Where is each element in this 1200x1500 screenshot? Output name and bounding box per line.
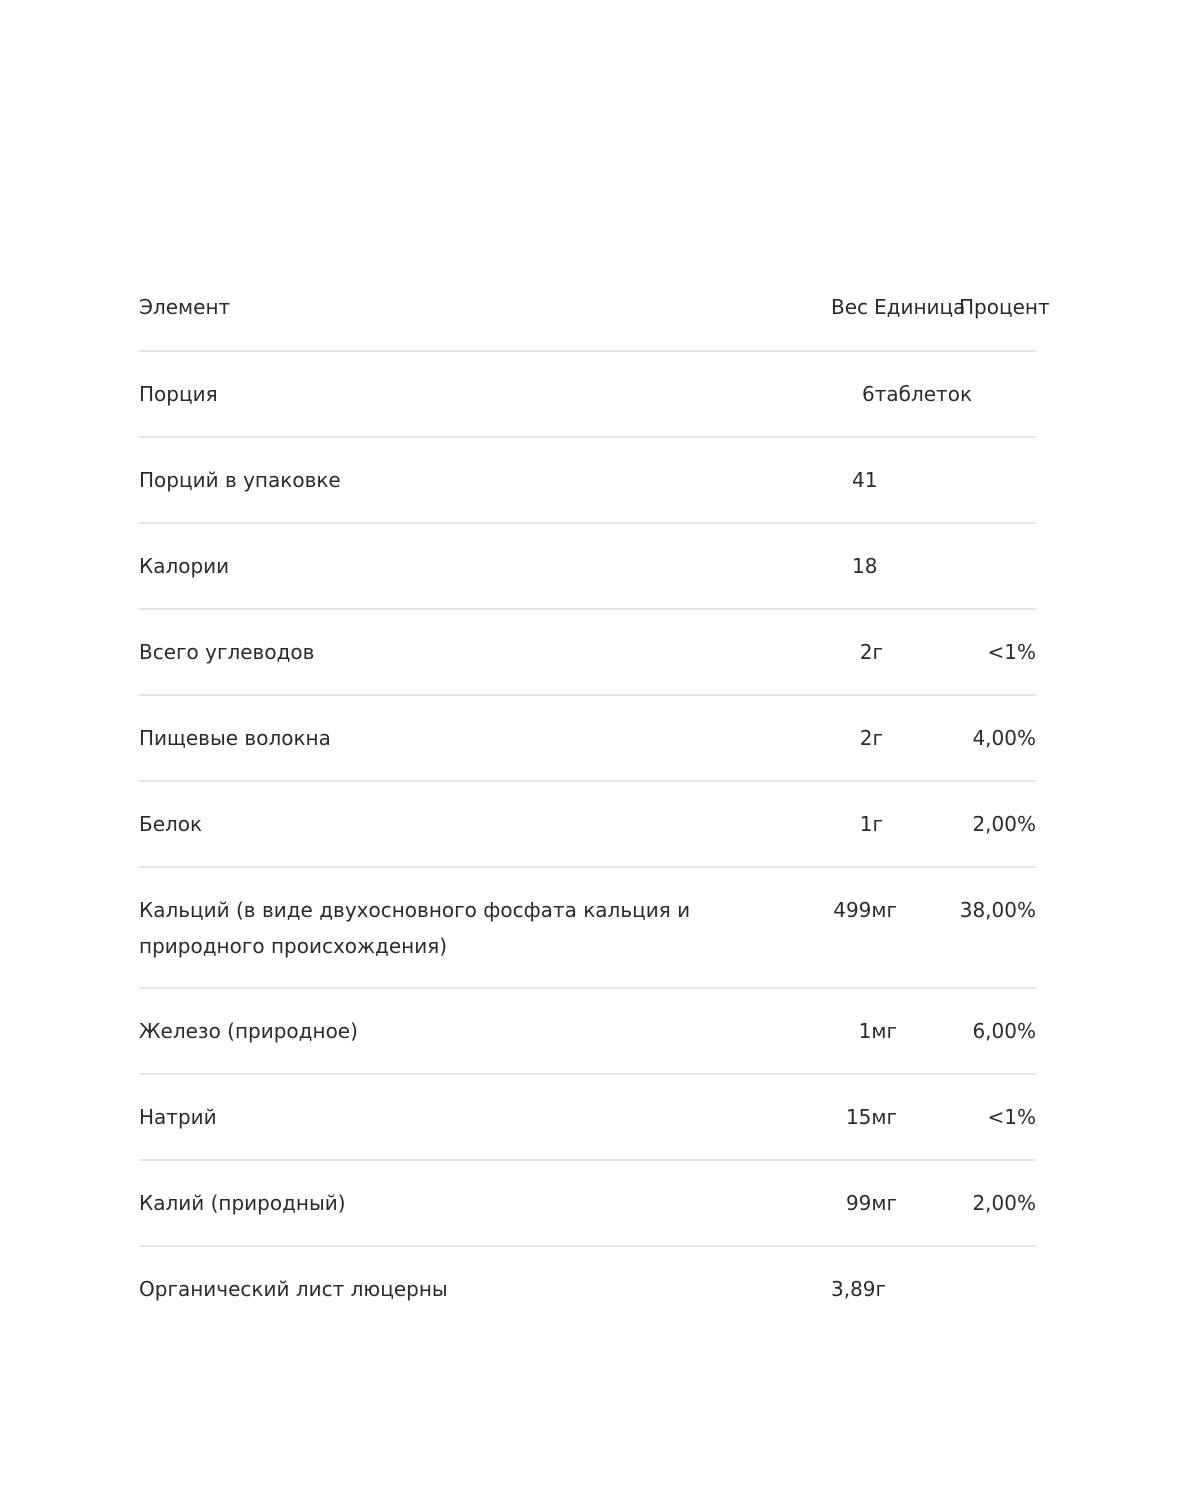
row-name: Кальций (в виде двухосновного фосфата кальция и природного происхождения) <box>139 898 691 958</box>
table-row <box>139 610 1036 696</box>
row-weight: 1г <box>859 812 883 836</box>
row-name: Порций в упаковке <box>139 468 341 492</box>
table-row <box>139 868 1036 989</box>
row-percent: 6,00% <box>972 1019 1036 1043</box>
row-percent: <1% <box>987 640 1036 664</box>
row-percent: 4,00% <box>972 726 1036 750</box>
row-percent: <1% <box>987 1105 1036 1129</box>
row-percent: 2,00% <box>972 1191 1036 1215</box>
table-row <box>139 696 1036 782</box>
row-weight: 499мг <box>833 898 897 922</box>
row-name: Калории <box>139 554 230 578</box>
row-name: Калий (природный) <box>139 1191 346 1215</box>
header-unit: Единица <box>874 295 966 319</box>
header-weight: Вес <box>831 295 869 319</box>
row-weight: 2г <box>859 640 883 664</box>
header-percent: Процент <box>959 295 1050 319</box>
header-element: Элемент <box>139 295 231 319</box>
table-row <box>139 1075 1036 1161</box>
nutrition-table <box>139 270 1050 1333</box>
row-name: Пищевые волокна <box>139 726 331 750</box>
row-weight: 1мг <box>858 1019 897 1043</box>
row-weight: 99мг <box>845 1191 897 1215</box>
row-percent: 2,00% <box>972 812 1036 836</box>
row-weight: 2г <box>859 726 883 750</box>
row-value: 6таблеток <box>862 382 973 406</box>
row-weight: 18 <box>852 554 878 578</box>
row-name: Органический лист люцерны <box>139 1277 448 1301</box>
table-row <box>139 1161 1036 1247</box>
row-name: Всего углеводов <box>139 640 315 664</box>
table-row <box>139 782 1036 868</box>
table-row <box>139 438 1036 524</box>
row-name: Натрий <box>139 1105 217 1129</box>
row-name: Белок <box>139 812 203 836</box>
table-row <box>139 989 1036 1075</box>
row-weight: 41 <box>852 468 878 492</box>
row-weight: 3,89г <box>831 1277 887 1301</box>
row-weight: 15мг <box>845 1105 897 1129</box>
row-name: Порция <box>139 382 218 406</box>
table-row <box>139 524 1036 610</box>
table-header-row <box>139 270 1050 352</box>
table-row <box>139 1247 1036 1333</box>
row-percent: 38,00% <box>959 898 1036 922</box>
table-row-serving <box>139 352 1036 438</box>
row-name: Железо (природное) <box>139 1019 358 1043</box>
